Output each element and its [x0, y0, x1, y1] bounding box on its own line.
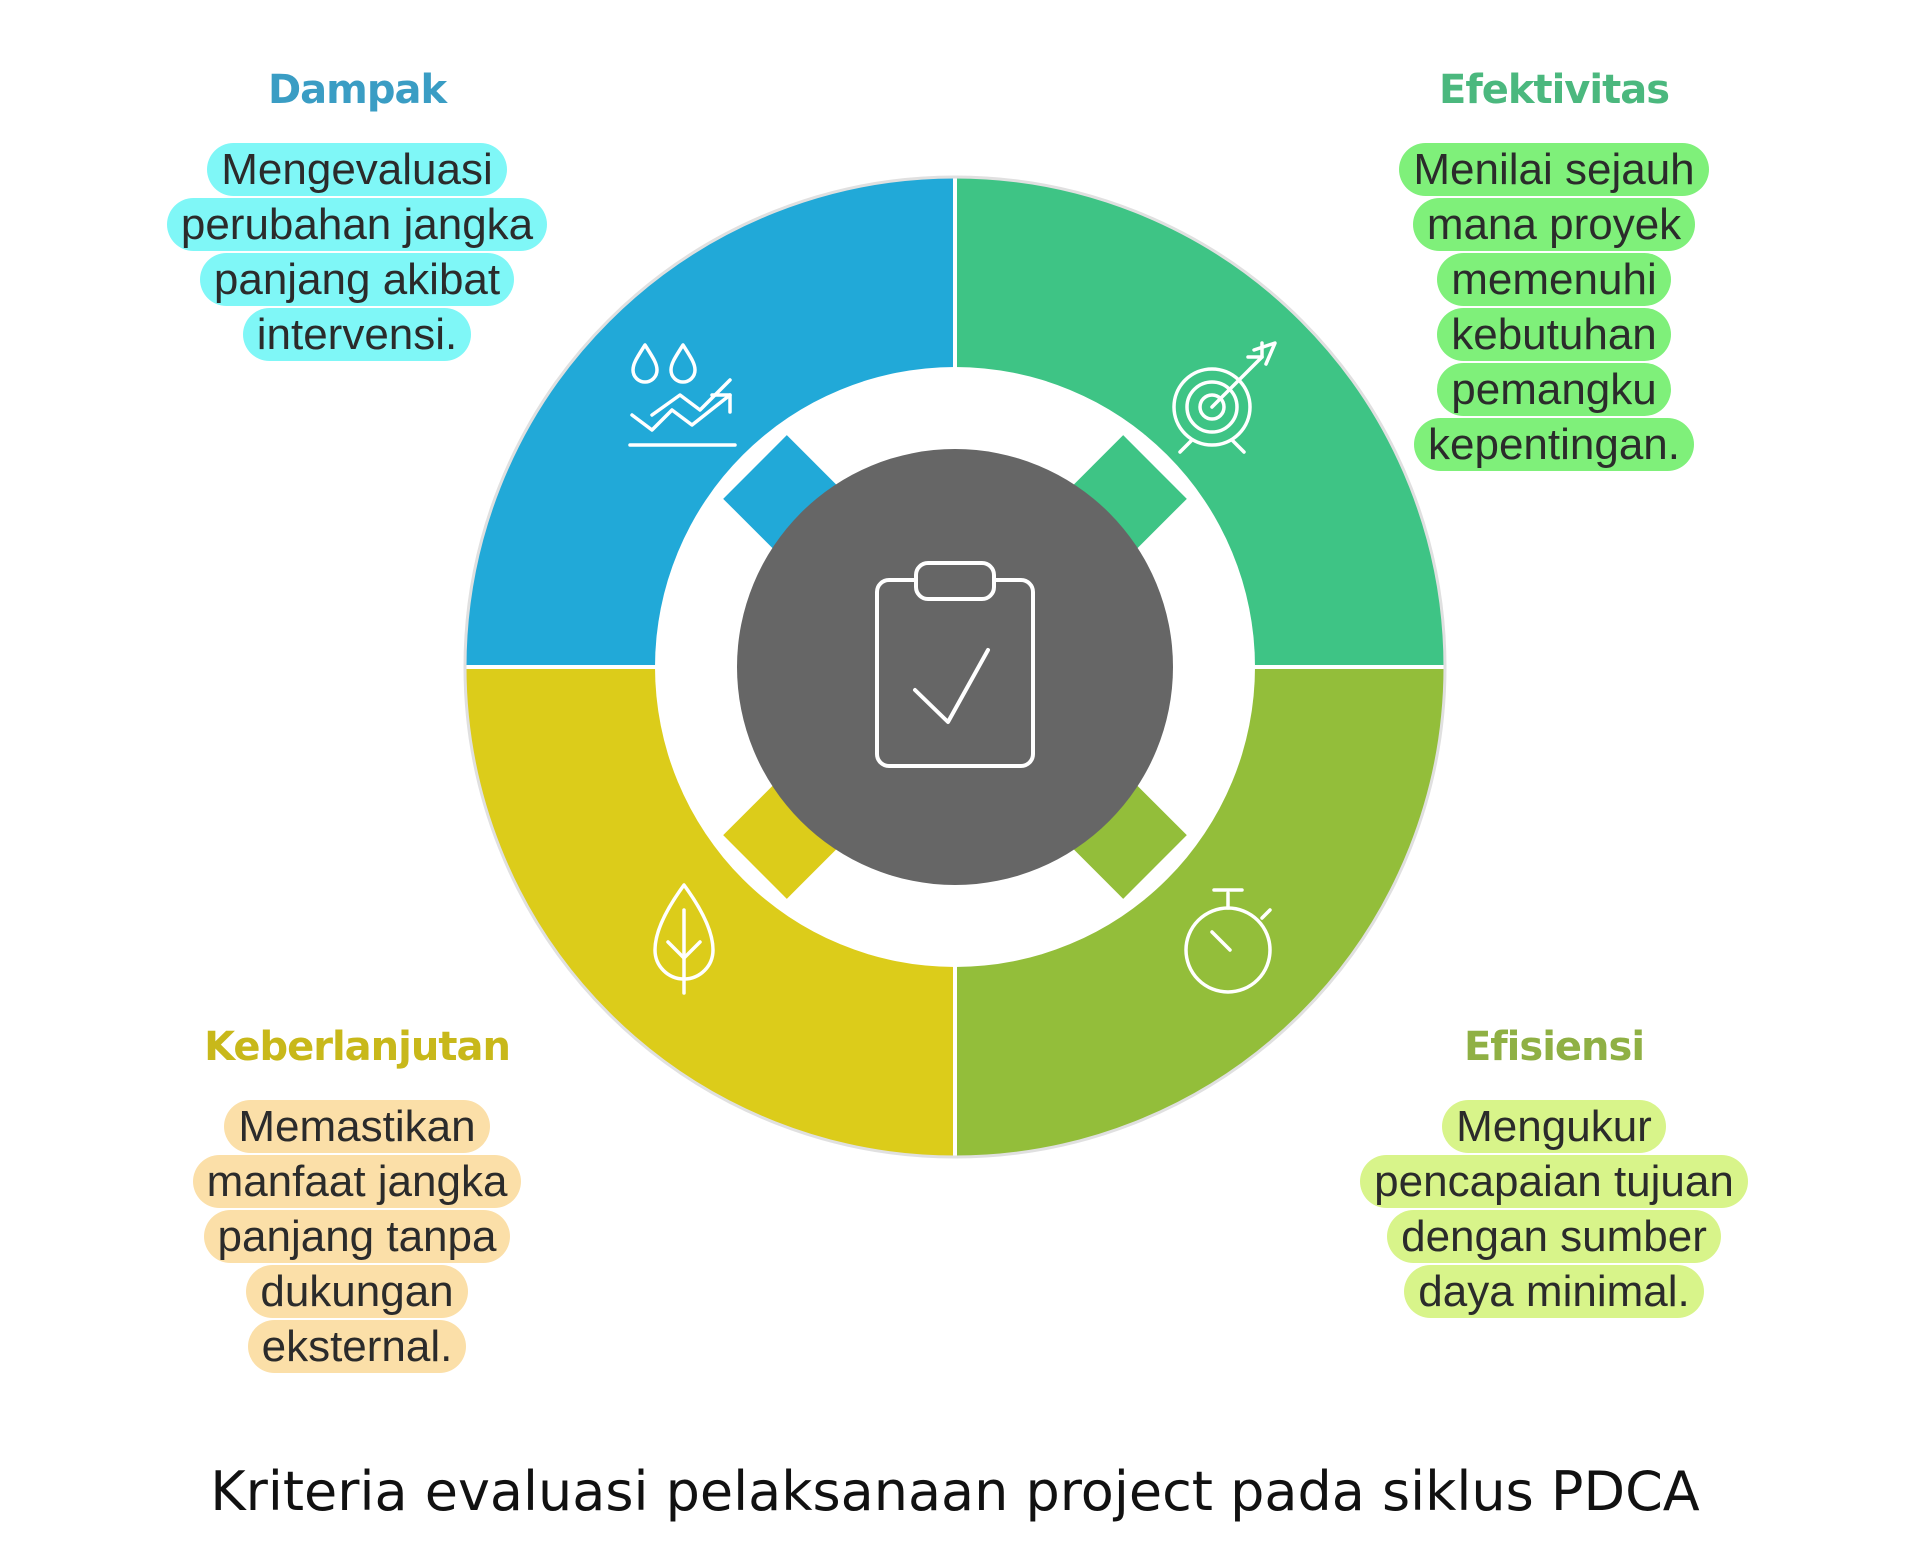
desc-line: Mengukur — [1442, 1100, 1666, 1153]
desc-line: daya minimal. — [1404, 1265, 1703, 1318]
desc-line: kepentingan. — [1414, 418, 1694, 471]
desc-line: mana proyek — [1413, 198, 1695, 251]
desc-line: Memastikan — [224, 1100, 489, 1153]
desc-line: panjang tanpa — [204, 1210, 511, 1263]
label-efisiensi — [1334, 1025, 1774, 1319]
title-efisiensi: Efisiensi — [1463, 1024, 1645, 1070]
label-dampak — [137, 68, 577, 362]
diagram-caption: Kriteria evaluasi pelaksanaan project pada siklus PDCA — [210, 1460, 1700, 1523]
desc-line: memenuhi — [1437, 253, 1670, 306]
desc-line: dukungan — [246, 1265, 467, 1318]
label-keberlanjutan — [137, 1025, 577, 1374]
desc-line: dengan sumber — [1387, 1210, 1721, 1263]
desc-line: pencapaian tujuan — [1360, 1155, 1748, 1208]
desc-efektivitas — [1334, 142, 1774, 472]
desc-efisiensi — [1334, 1099, 1774, 1319]
desc-line: eksternal. — [248, 1320, 467, 1373]
desc-line: pemangku — [1437, 363, 1670, 416]
title-keberlanjutan: Keberlanjutan — [204, 1024, 510, 1070]
desc-line: manfaat jangka — [193, 1155, 522, 1208]
desc-line: intervensi. — [243, 308, 472, 361]
title-efektivitas: Efektivitas — [1439, 67, 1669, 113]
title-dampak: Dampak — [267, 67, 447, 113]
desc-dampak — [137, 142, 577, 362]
desc-line: perubahan jangka — [167, 198, 547, 251]
desc-line: Menilai sejauh — [1399, 143, 1708, 196]
desc-line: Mengevaluasi — [207, 143, 507, 196]
center-circle — [737, 449, 1173, 885]
desc-line: kebutuhan — [1437, 308, 1671, 361]
desc-line: panjang akibat — [200, 253, 514, 306]
desc-keberlanjutan — [137, 1099, 577, 1374]
label-efektivitas — [1334, 68, 1774, 472]
